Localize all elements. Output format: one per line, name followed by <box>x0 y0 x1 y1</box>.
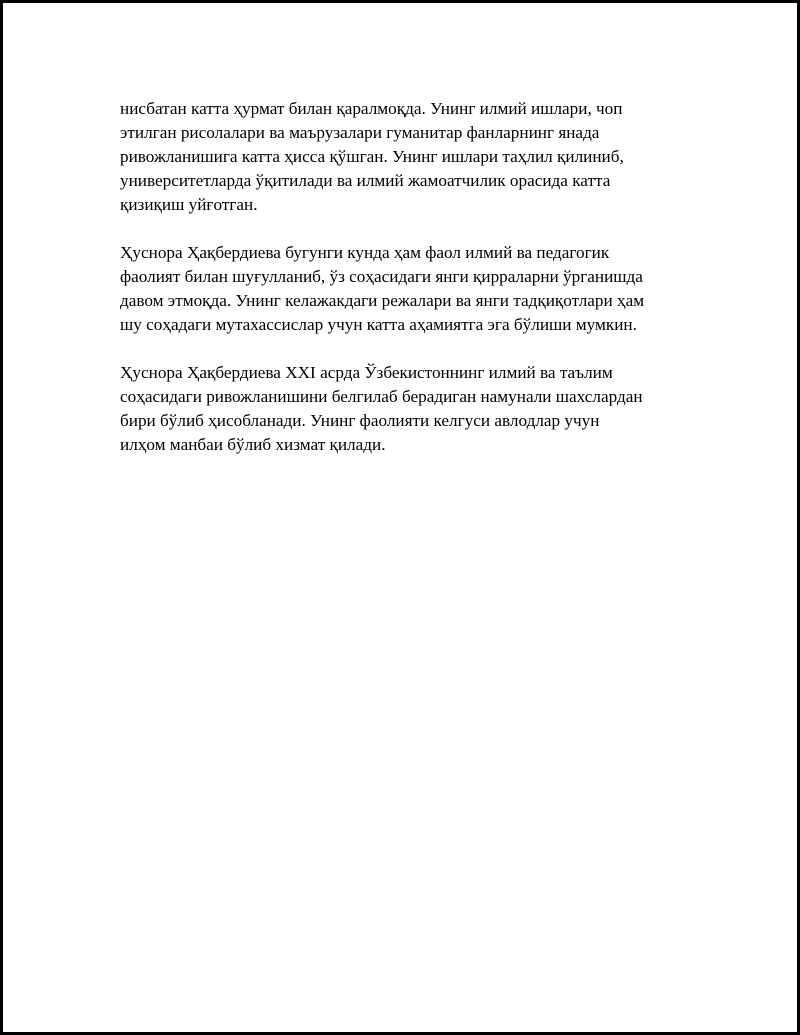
text-line: бири бўлиб ҳисобланади. Унинг фаолияти келгуси авлодлар учун <box>120 411 600 430</box>
text-line: этилган рисолалари ва маърузалари гуманитар фанларнинг янада <box>120 123 600 142</box>
text-line: Ҳуснора Ҳақбердиева бугунги кунда ҳам фаол илмий ва педагогик <box>120 243 610 262</box>
text-line: ривожланишига катта ҳисса қўшган. Унинг ишлари таҳлил қилиниб, <box>120 147 624 166</box>
text-line: илҳом манбаи бўлиб хизмат қилади. <box>120 435 386 454</box>
text-line: соҳасидаги ривожланишини белгилаб берадиган намунали шахслардан <box>120 387 643 406</box>
paragraph <box>120 97 700 217</box>
text-line: фаолият билан шуғулланиб, ўз соҳасидаги янги қирраларни ўрганишда <box>120 267 643 286</box>
text-line: қизиқиш уйғотган. <box>120 195 258 214</box>
text-line: Ҳуснора Ҳақбердиева XXI асрда Ўзбекистоннинг илмий ва таълим <box>120 363 613 382</box>
paragraph <box>120 361 700 457</box>
text-line: давом этмоқда. Унинг келажакдаги режалари ва янги тадқиқотлари ҳам <box>120 291 645 310</box>
text-line: шу соҳадаги мутахассислар учун катта аҳамиятга эга бўлиши мумкин. <box>120 315 637 334</box>
paragraph <box>120 241 700 337</box>
text-line: университетларда ўқитилади ва илмий жамоатчилик орасида катта <box>120 171 611 190</box>
document-body <box>120 97 700 481</box>
text-line: нисбатан катта ҳурмат билан қаралмоқда. Унинг илмий ишлари, чоп <box>120 99 623 118</box>
